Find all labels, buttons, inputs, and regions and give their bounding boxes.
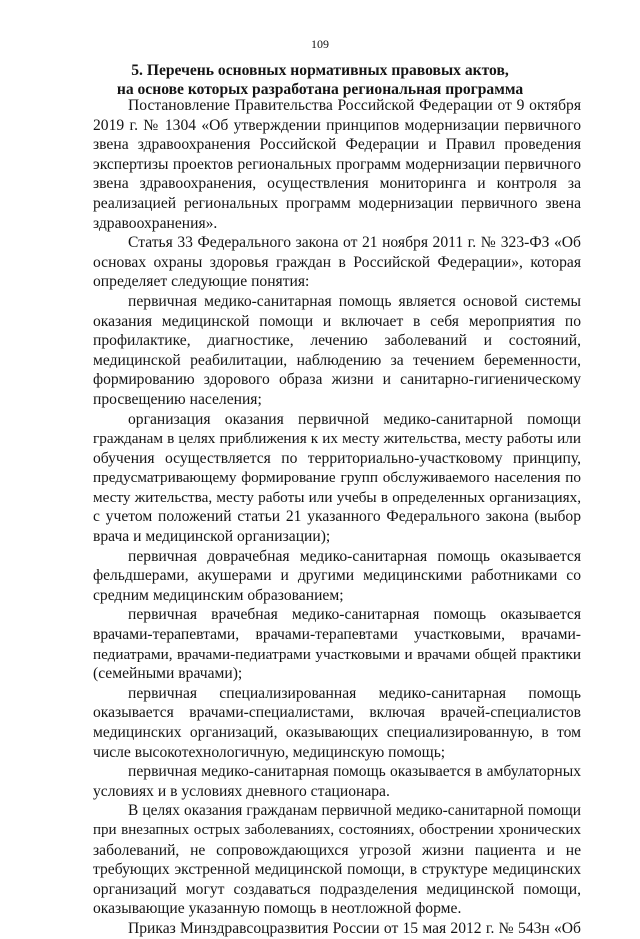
document-body [93, 96, 581, 939]
text-line: определяет следующие понятия: [93, 273, 310, 291]
text-line: фельдшерами, акушерами и другими медицинскими работниками со [93, 567, 581, 585]
section-title-line-2: на основе которых разработана региональная программа [116, 81, 524, 98]
text-line: медицинских организаций, оказывающих специализированную, в том [93, 724, 581, 741]
text-line: оказания медицинской помощи и включает в себя мероприятия по [93, 312, 581, 330]
text-line: Постановление Правительства Российской Федерации от 9 октября [128, 97, 581, 114]
text-line: требующих экстренной медицинской помощи, в структуре медицинских [93, 861, 581, 879]
text-line: месту жительства, месту работы или учебы в определенных организациях, [93, 488, 581, 506]
text-line: условиях и в условиях дневного стационара. [93, 782, 390, 800]
text-line: профилактике, диагностике, лечению заболеваний и состояний, [93, 332, 581, 350]
text-line: оказывается врачами-специалистами, включая врачей-специалистов [93, 704, 581, 722]
text-line: основах охраны здоровья граждан в Российской Федерации», которая [93, 253, 581, 271]
text-line: медицинской реабилитации, наблюдению за течением беременности, [93, 351, 581, 369]
text-line: здравоохранения». [93, 214, 218, 232]
text-line: при внезапных острых заболеваниях, состояниях, обострении хронических [93, 821, 581, 838]
text-line: Приказ Минздравсоцразвития России от 15 мая 2012 г. № 543н «Об [128, 919, 581, 937]
text-line: обучения осуществляется по территориально-участковому принципу, [93, 449, 581, 467]
text-line: первичная доврачебная медико-санитарная помощь оказывается [128, 547, 581, 565]
text-line: первичная врачебная медико-санитарная помощь оказывается [128, 606, 581, 624]
text-line: врачами-терапевтами, врачами-терапевтами участковыми, врачами- [93, 626, 581, 644]
text-line: Статья 33 Федерального закона от 21 ноября 2011 г. № 323-ФЗ «Об [128, 234, 581, 252]
page-number: 109 [311, 37, 329, 51]
text-line: первичная медико-санитарная помощь является основой системы [128, 292, 581, 310]
text-line: первичная специализированная медико-санитарная помощь [128, 684, 581, 702]
text-line: с учетом положений статьи 21 указанного Федерального закона (выбор [93, 508, 581, 526]
text-line: просвещению населения; [93, 390, 262, 408]
text-line: гражданам в целях приближения к их месту жительства, месту работы или [93, 430, 581, 448]
text-line: экспертизы проектов региональных программ модернизации первичного [93, 155, 581, 173]
text-line: средним медицинским образованием; [93, 586, 344, 604]
text-line: звена здравоохранения Российской Федерации и Правил проведения [93, 136, 581, 154]
section-title-line-1: 5. Перечень основных нормативных правовых актов, [131, 62, 509, 79]
text-line: числе высокотехнологичную, медицинскую помощь; [93, 743, 446, 761]
text-line: организаций могут создаваться подразделения медицинской помощи, [93, 880, 581, 898]
text-line: (семейными врачами); [93, 665, 243, 683]
text-line: предусматривающему формирование групп обслуживаемого населения по [93, 469, 581, 487]
text-line: реализацией региональных программ модернизации первичного звена [93, 194, 581, 212]
text-line: организация оказания первичной медико-санитарной помощи [128, 410, 581, 428]
text-line: 2019 г. № 1304 «Об утверждении принципов модернизации первичного [93, 116, 581, 134]
text-line: формированию здорового образа жизни и санитарно-гигиеническому [93, 371, 581, 389]
text-line: заболеваний, не сопровождающихся угрозой жизни пациента и не [93, 841, 581, 859]
text-line: В целях оказания гражданам первичной медико-санитарной помощи [128, 802, 581, 820]
text-line: оказывающие указанную помощь в неотложной форме. [93, 900, 462, 918]
text-line: врача и медицинской организации); [93, 528, 331, 546]
text-line: первичная медико-санитарная помощь оказывается в амбулаторных [128, 763, 581, 781]
text-line: звена здравоохранения, осуществления мониторинга и контроля за [93, 175, 581, 193]
text-line: педиатрами, врачами-педиатрами участковыми и врачами общей практики [93, 645, 581, 663]
